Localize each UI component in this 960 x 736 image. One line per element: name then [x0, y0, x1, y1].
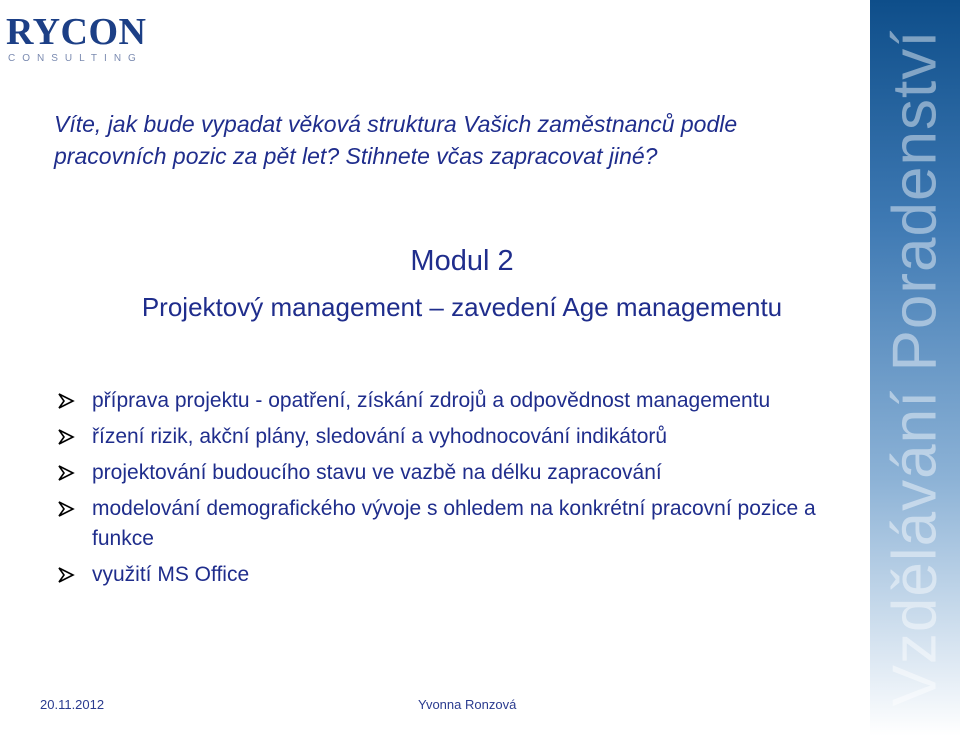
side-banner-text: Vzdělávání Poradenství: [880, 29, 950, 707]
footer-date: 20.11.2012: [40, 697, 105, 712]
module-title: Modul 2: [410, 245, 514, 277]
arrow-bullet-icon: [56, 463, 76, 483]
company-logo: [6, 12, 147, 64]
intro-question: Víte, jak bude vypadat věková struktura Vašich zaměstnanců podle pracovních pozic za pět let? Stihnete včas zapracovat jiné?: [54, 111, 738, 169]
arrow-bullet-icon: [56, 499, 76, 519]
footer-author: Yvonna Ronzová: [418, 697, 517, 712]
bullet-text: využití MS Office: [92, 563, 250, 586]
bullet-text: modelování demografického vývoje s ohledem na konkrétní pracovní pozice a funkce: [92, 497, 816, 550]
logo-wordmark: RYCON: [6, 11, 147, 53]
arrow-bullet-icon: [56, 391, 76, 411]
module-subtitle: Projektový management – zavedení Age managementu: [141, 292, 783, 322]
list-item: [56, 458, 866, 488]
arrow-bullet-icon: [56, 565, 76, 585]
bullet-text: projektování budoucího stavu ve vazbě na délku zapracování: [92, 461, 662, 484]
list-item: [56, 386, 866, 416]
list-item: [56, 422, 866, 452]
bullet-text: řízení rizik, akční plány, sledování a vyhodnocování indikátorů: [92, 425, 668, 448]
list-item: [56, 494, 866, 554]
list-item: [56, 560, 866, 590]
bullet-list: [56, 386, 866, 596]
logo-tagline: CONSULTING: [8, 53, 143, 64]
arrow-bullet-icon: [56, 427, 76, 447]
bullet-text: příprava projektu - opatření, získání zdrojů a odpovědnost managementu: [92, 389, 771, 412]
